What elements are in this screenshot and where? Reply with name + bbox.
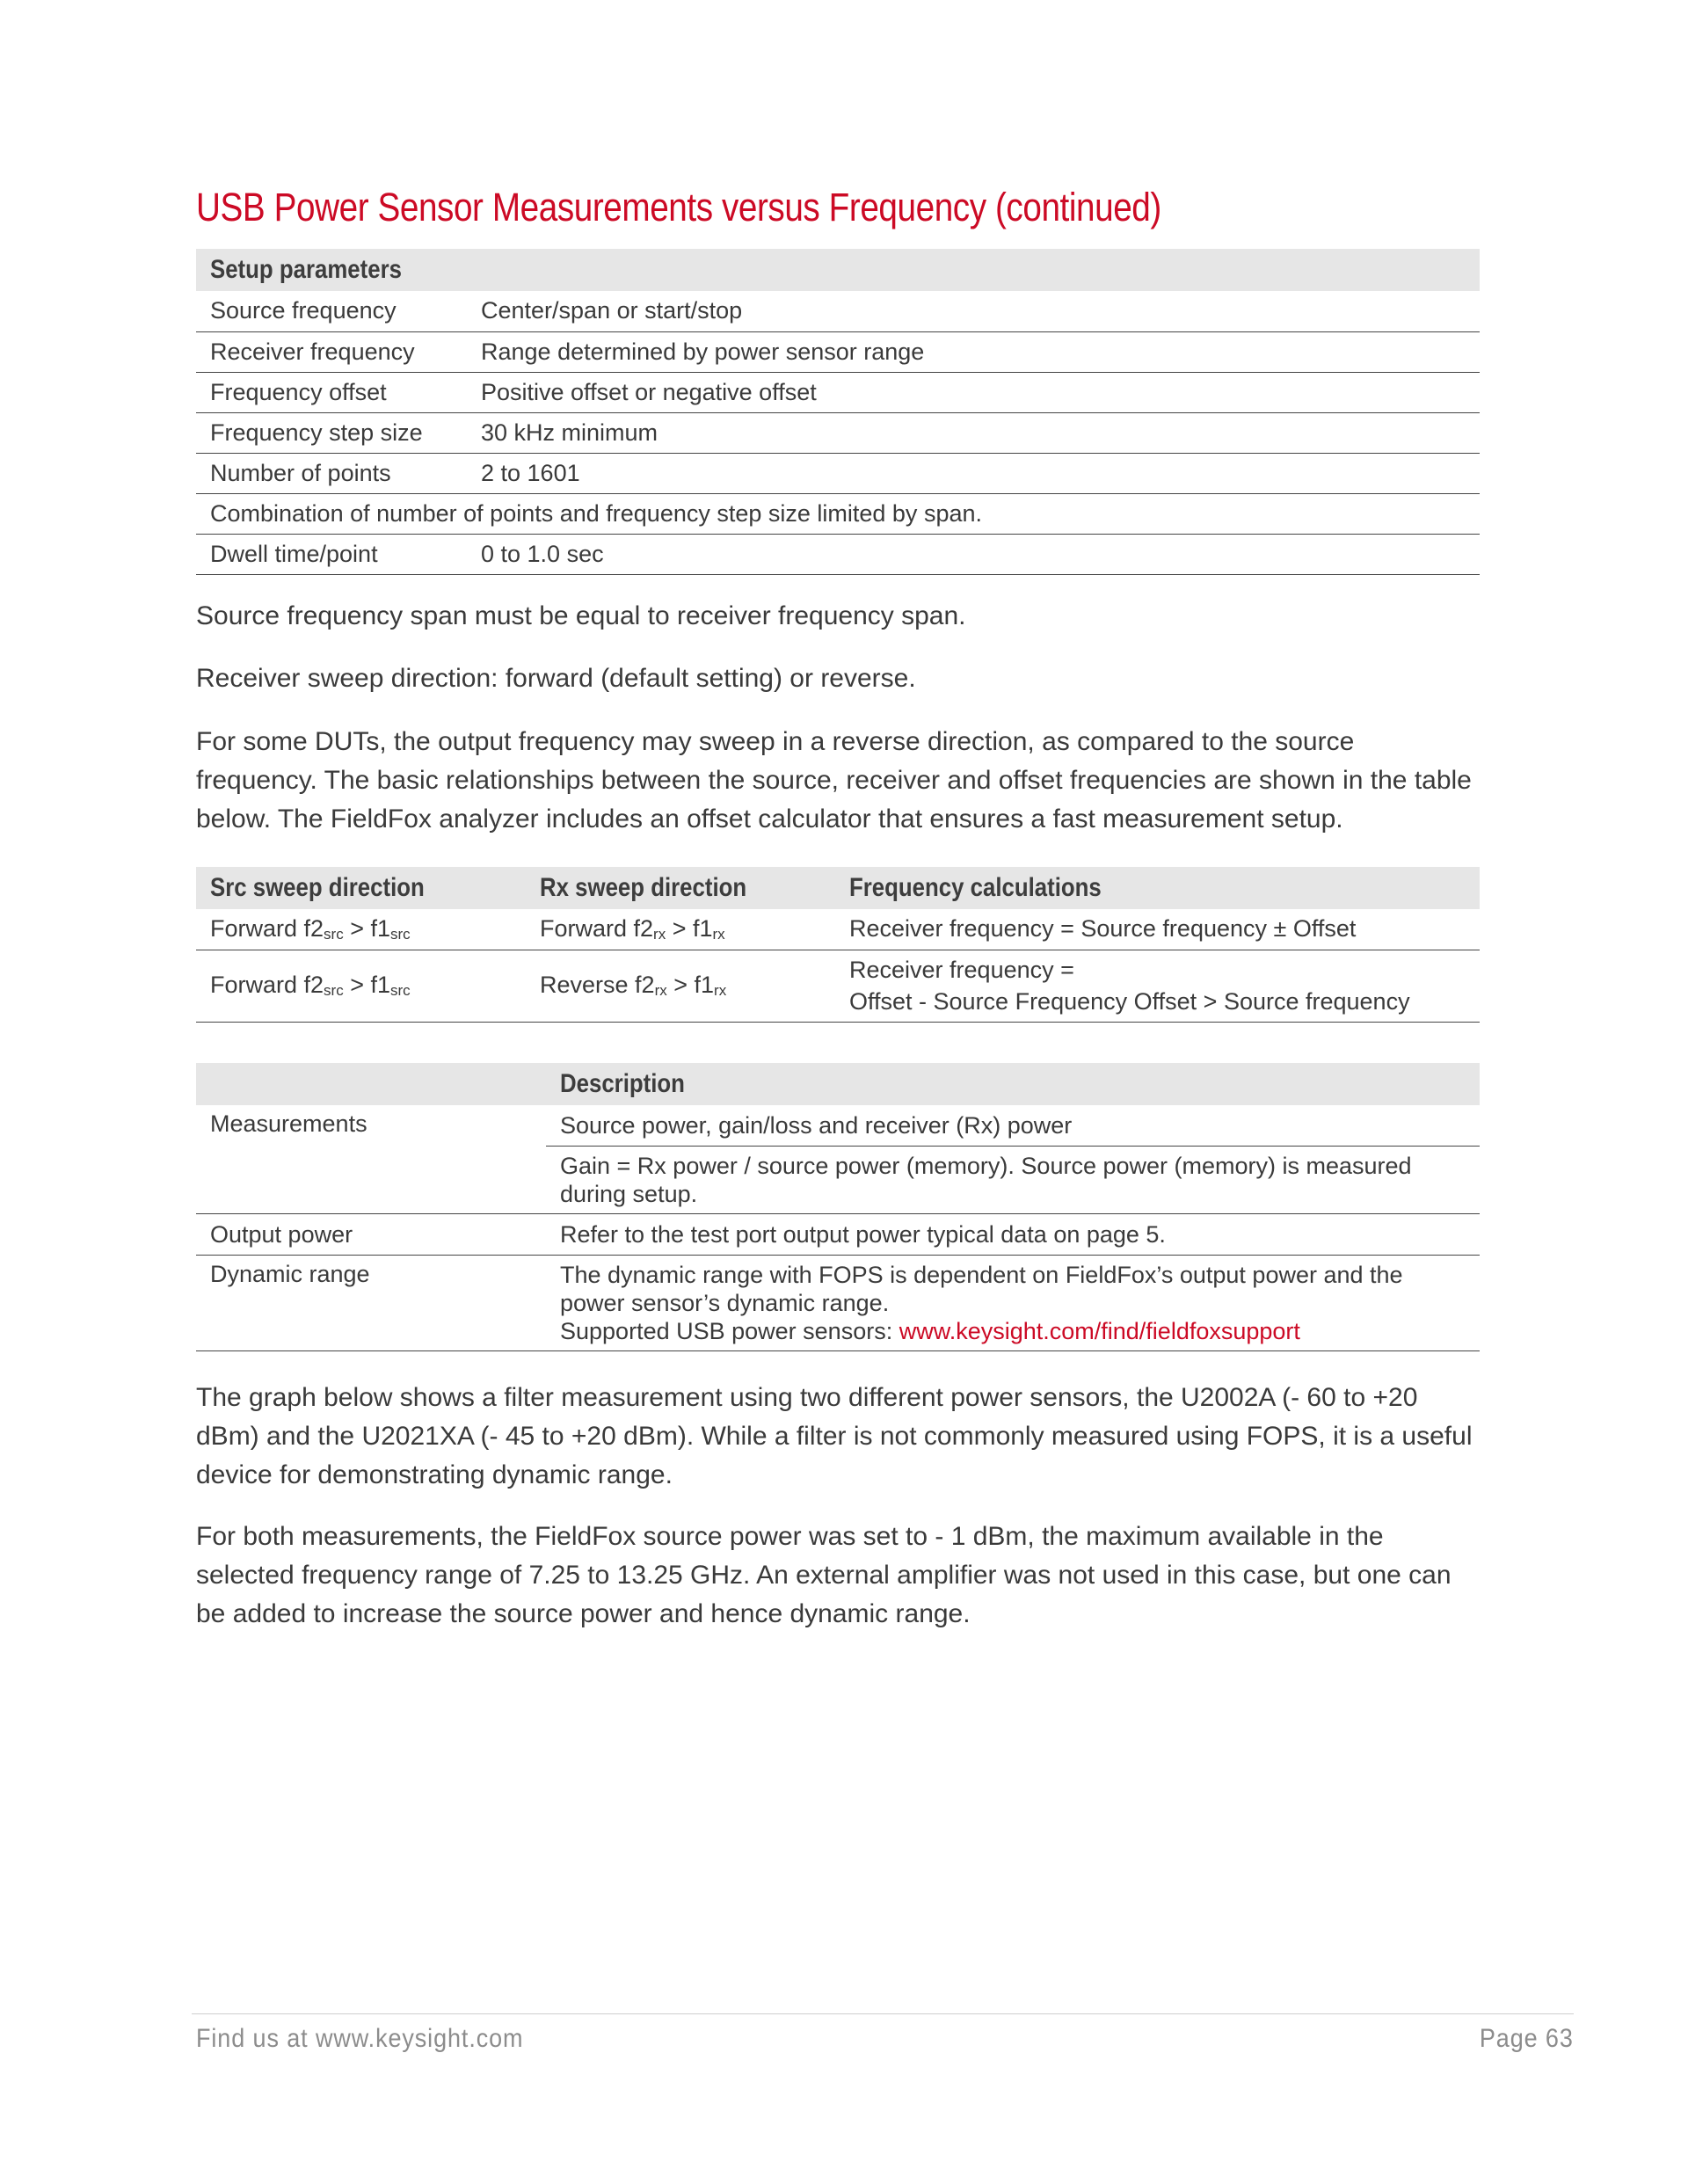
description-table (196, 1063, 1480, 1351)
table-row (196, 412, 1480, 453)
param-value: 0 to 1.0 sec (481, 540, 604, 567)
param-value: Center/span or start/stop (481, 297, 743, 324)
page-title: USB Power Sensor Measurements versus Frequency (continued) (196, 185, 1161, 229)
rx-sweep-cell: Forward $f2_{rx} > f1_{rx}$ (540, 914, 725, 943)
footer-website: Find us at www.keysight.com (196, 2024, 524, 2053)
column-header: Rx sweep direction (540, 873, 747, 902)
paragraph: Source frequency span must be equal to receiver frequency span. (196, 601, 966, 630)
frequency-calc-cell: Receiver frequency = Offset - Source Frequency Offset > Source frequency (849, 957, 1410, 1015)
table-row-note (196, 493, 1480, 534)
paragraph: For some DUTs, the output frequency may sweep in a reverse direction, as compared to the source frequency. The basic relationships between the source, receiver and offset frequencies are shown in the table below. The FieldFox analyzer includes an offset calculator that ensures a fast measurement setup. (196, 727, 1472, 834)
table-row (196, 1105, 1480, 1147)
table-row (196, 331, 1480, 372)
table-header-row (196, 249, 1480, 291)
param-value: Positive offset or negative offset (481, 378, 817, 405)
table-header-row (196, 867, 1480, 909)
table-row (196, 909, 1480, 950)
description-cell: Source power, gain/loss and receiver (Rx) power (546, 1105, 1480, 1147)
param-label: Receiver frequency (210, 338, 415, 365)
param-value: Range determined by power sensor range (481, 338, 925, 365)
param-value: 30 kHz minimum (481, 419, 658, 446)
param-label: Number of points (210, 459, 391, 486)
param-label: Source frequency (210, 297, 397, 324)
description-cell: Refer to the test port output power typical data on page 5. (546, 1214, 1480, 1256)
frequency-calc-cell: Receiver frequency = Source frequency ± Offset (849, 915, 1357, 943)
column-header: Description (546, 1063, 1480, 1105)
page-number: Page 63 (1480, 2024, 1574, 2053)
param-label: Frequency offset (210, 378, 387, 405)
src-sweep-cell: Forward $f2_{src} > f1_{src}$ (210, 914, 411, 943)
paragraph: For both measurements, the FieldFox source power was set to - 1 dBm, the maximum available in the selected frequency range of 7.25 to 13.25 GHz. An external amplifier was not used in this case, but one can be added to increase the source power and hence dynamic range. (196, 1522, 1452, 1628)
paragraph: The graph below shows a filter measurement using two different power sensors, the U2002A (- 60 to +20 dBm) and the U2021XA (- 45 to +20 dBm). While a filter is not commonly measured using FOPS, it is a useful device for demonstrating dynamic range. (196, 1383, 1473, 1489)
table-row (196, 372, 1480, 412)
param-label: Frequency step size (210, 419, 423, 446)
row-label: Output power (196, 1214, 546, 1256)
sweep-direction-table (196, 867, 1480, 1023)
column-header: Src sweep direction (210, 873, 425, 902)
table-note: Combination of number of points and frequency step size limited by span. (210, 499, 982, 527)
description-cell: The dynamic range with FOPS is dependent on FieldFox’s output power and the power sensor’s dynamic range. Supported USB power sensors: www.keysight.com/find/fieldfoxsupport (546, 1256, 1480, 1351)
setup-parameters-table (196, 249, 1480, 575)
table-row (196, 1256, 1480, 1351)
table-header-row (196, 1063, 1480, 1105)
param-value: 2 to 1601 (481, 459, 580, 486)
fieldfox-support-link[interactable]: www.keysight.com/find/fieldfoxsupport (899, 1318, 1300, 1344)
row-label: Measurements (196, 1105, 546, 1214)
table-row (196, 453, 1480, 493)
table-row (196, 534, 1480, 574)
row-label: Dynamic range (196, 1256, 546, 1351)
table-row (196, 291, 1480, 331)
paragraph: Receiver sweep direction: forward (default setting) or reverse. (196, 664, 916, 693)
src-sweep-cell: Forward $f2_{src} > f1_{src}$ (210, 972, 411, 999)
table-row (196, 1214, 1480, 1256)
footer-divider (192, 2013, 1574, 2014)
table-row (196, 950, 1480, 1022)
column-header: Frequency calculations (849, 873, 1102, 902)
param-label: Dwell time/point (210, 540, 378, 567)
description-cell: Gain = Rx power / source power (memory). Source power (memory) is measured during setup. (546, 1147, 1480, 1214)
rx-sweep-cell: Reverse $f2_{rx} > f1_{rx}$ (540, 972, 727, 999)
table-header: Setup parameters (210, 255, 402, 284)
